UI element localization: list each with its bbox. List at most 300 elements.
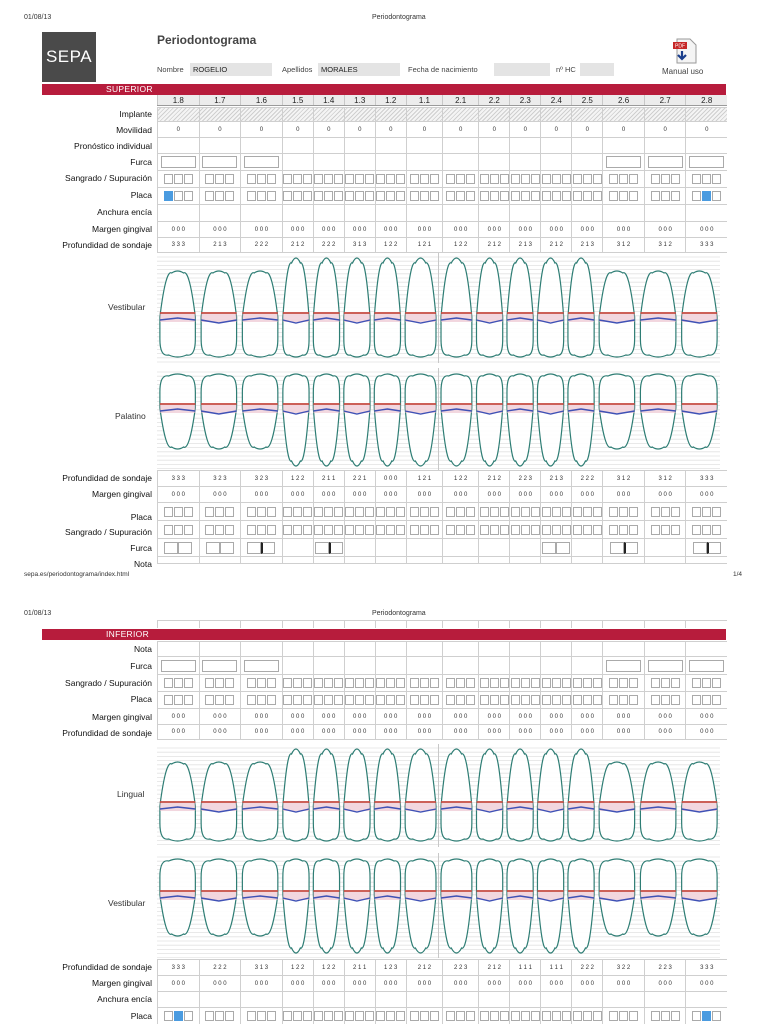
- site-checkbox[interactable]: [671, 1011, 680, 1021]
- site-checkbox[interactable]: [692, 678, 701, 688]
- site-checkbox[interactable]: [446, 1011, 455, 1021]
- furca-pair[interactable]: [206, 542, 234, 554]
- site-checkbox[interactable]: [702, 507, 711, 517]
- site-checkbox[interactable]: [651, 695, 660, 705]
- site-checkbox[interactable]: [562, 174, 571, 184]
- site-checkbox[interactable]: [661, 678, 670, 688]
- cell-row-placa2b-6[interactable]: [375, 1008, 406, 1024]
- site-checkbox[interactable]: [247, 191, 256, 201]
- site-checkbox[interactable]: [334, 174, 343, 184]
- cell-row-prof1b-14[interactable]: [644, 471, 686, 486]
- cell-row-margen2-10[interactable]: [509, 709, 540, 724]
- furca-box[interactable]: [164, 542, 178, 554]
- cell-row-nota2a-13[interactable]: [602, 621, 644, 628]
- cell-row-margen1b-10[interactable]: [509, 487, 540, 502]
- site-checkbox[interactable]: [490, 525, 499, 535]
- site-checkbox[interactable]: [345, 507, 354, 517]
- cell-row-furca2-5[interactable]: [344, 657, 375, 674]
- site-checkbox[interactable]: [396, 191, 405, 201]
- site-checkbox[interactable]: [430, 507, 439, 517]
- site-checkbox[interactable]: [355, 174, 364, 184]
- cell-row-anchura2-11[interactable]: [540, 992, 571, 1007]
- site-checkbox[interactable]: [583, 678, 592, 688]
- cell-row-furca1-12[interactable]: [571, 154, 602, 170]
- site-checkbox[interactable]: [573, 174, 582, 184]
- site-checkbox[interactable]: [303, 1011, 312, 1021]
- site-checkbox[interactable]: [542, 525, 551, 535]
- site-checkbox[interactable]: [500, 1011, 509, 1021]
- cell-row-placa1b-4[interactable]: [313, 503, 344, 520]
- cell-row-margen1b-8[interactable]: [442, 487, 478, 502]
- cell-row-sangrado2-10[interactable]: [509, 675, 540, 691]
- site-checkbox[interactable]: [355, 1011, 364, 1021]
- cell-row-margen2-3[interactable]: [282, 709, 313, 724]
- site-checkbox[interactable]: [702, 678, 711, 688]
- cell-row-nota1-3[interactable]: [282, 557, 313, 563]
- furca-box[interactable]: [247, 542, 261, 554]
- site-checkbox[interactable]: [293, 1011, 302, 1021]
- site-checkbox[interactable]: [257, 678, 266, 688]
- cell-row-margen1-5[interactable]: [344, 222, 375, 237]
- site-checkbox[interactable]: [542, 191, 551, 201]
- site-checkbox[interactable]: [702, 1011, 711, 1021]
- site-checkbox[interactable]: [480, 174, 489, 184]
- site-checkbox[interactable]: [257, 191, 266, 201]
- cell-row-nota2-12[interactable]: [571, 642, 602, 656]
- cell-row-furca2-6[interactable]: [375, 657, 406, 674]
- cell-row-anchura2-5[interactable]: [344, 992, 375, 1007]
- nombre-field[interactable]: ROGELIO: [190, 63, 272, 76]
- site-checkbox[interactable]: [334, 1011, 343, 1021]
- cell-row-furca1b-13[interactable]: [602, 539, 644, 556]
- cell-row-implante-9[interactable]: [478, 108, 509, 121]
- cell-row-nota2a-15[interactable]: [685, 621, 727, 628]
- placa-row-2[interactable]: [157, 691, 727, 708]
- cell-row-pronostico-10[interactable]: [509, 138, 540, 153]
- cell-row-furca1-1[interactable]: [199, 154, 241, 170]
- site-checkbox[interactable]: [324, 507, 333, 517]
- cell-row-placa2b-5[interactable]: [344, 1008, 375, 1024]
- site-checkbox[interactable]: [593, 191, 602, 201]
- cell-row-pronostico-8[interactable]: [442, 138, 478, 153]
- site-checkbox[interactable]: [619, 695, 628, 705]
- cell-row-placa2-13[interactable]: [602, 692, 644, 708]
- cell-row-placa1b-10[interactable]: [509, 503, 540, 520]
- site-checkbox[interactable]: [420, 695, 429, 705]
- site-checkbox[interactable]: [247, 525, 256, 535]
- cell-row-furca1b-9[interactable]: [478, 539, 509, 556]
- cell-row-pronostico-3[interactable]: [282, 138, 313, 153]
- cell-row-prof1b-7[interactable]: [406, 471, 442, 486]
- site-checkbox[interactable]: [542, 678, 551, 688]
- site-checkbox[interactable]: [456, 695, 465, 705]
- site-checkbox[interactable]: [430, 174, 439, 184]
- site-checkbox[interactable]: [420, 507, 429, 517]
- site-checkbox[interactable]: [365, 507, 374, 517]
- cell-row-placa1-2[interactable]: [240, 188, 282, 204]
- cell-row-sangrado2-0[interactable]: [157, 675, 199, 691]
- site-checkbox[interactable]: [456, 678, 465, 688]
- pronostico-row[interactable]: [157, 137, 727, 153]
- cell-row-anchura2-12[interactable]: [571, 992, 602, 1007]
- cell-row-sangrado1-11[interactable]: [540, 171, 571, 187]
- cell-row-furca1b-7[interactable]: [406, 539, 442, 556]
- cell-row-margen2-0[interactable]: [157, 709, 199, 724]
- cell-row-anchura1-4[interactable]: [313, 205, 344, 221]
- cell-row-margen2-14[interactable]: [644, 709, 686, 724]
- site-checkbox[interactable]: [174, 191, 183, 201]
- cell-row-implante-11[interactable]: [540, 108, 571, 121]
- cell-row-margen2-2[interactable]: [240, 709, 282, 724]
- site-checkbox[interactable]: [609, 507, 618, 517]
- site-checkbox[interactable]: [671, 678, 680, 688]
- profundidad-row-2b[interactable]: [157, 959, 727, 975]
- cell-row-furca1-0[interactable]: [157, 154, 199, 170]
- cell-row-prof2-7[interactable]: [406, 725, 442, 739]
- site-checkbox[interactable]: [661, 1011, 670, 1021]
- cell-row-movilidad-2[interactable]: [240, 122, 282, 137]
- cell-row-nota2a-8[interactable]: [442, 621, 478, 628]
- hc-field[interactable]: [580, 63, 614, 76]
- site-checkbox[interactable]: [651, 507, 660, 517]
- site-checkbox[interactable]: [365, 191, 374, 201]
- cell-row-prof1b-1[interactable]: [199, 471, 241, 486]
- cell-row-margen2-7[interactable]: [406, 709, 442, 724]
- cell-row-placa2-15[interactable]: [685, 692, 727, 708]
- site-checkbox[interactable]: [593, 507, 602, 517]
- movilidad-row[interactable]: [157, 121, 727, 137]
- cell-row-anchura1-14[interactable]: [644, 205, 686, 221]
- site-checkbox[interactable]: [314, 525, 323, 535]
- cell-row-prof2b-14[interactable]: [644, 960, 686, 975]
- cell-row-prof1-2[interactable]: [240, 238, 282, 252]
- sangrado-row-bottom[interactable]: [157, 520, 727, 538]
- cell-row-margen1-6[interactable]: [375, 222, 406, 237]
- cell-row-margen1b-12[interactable]: [571, 487, 602, 502]
- cell-row-placa2b-1[interactable]: [199, 1008, 241, 1024]
- site-checkbox[interactable]: [562, 678, 571, 688]
- cell-row-margen2b-9[interactable]: [478, 976, 509, 991]
- cell-row-sangrado2-3[interactable]: [282, 675, 313, 691]
- site-checkbox[interactable]: [542, 695, 551, 705]
- furca-pair[interactable]: [247, 542, 275, 554]
- site-checkbox[interactable]: [500, 507, 509, 517]
- site-checkbox[interactable]: [456, 191, 465, 201]
- site-checkbox[interactable]: [609, 191, 618, 201]
- site-checkbox[interactable]: [410, 174, 419, 184]
- site-checkbox[interactable]: [386, 507, 395, 517]
- site-checkbox[interactable]: [314, 1011, 323, 1021]
- furca-box[interactable]: [606, 156, 641, 168]
- site-checkbox[interactable]: [396, 507, 405, 517]
- site-checkbox[interactable]: [500, 191, 509, 201]
- cell-row-anchura1-8[interactable]: [442, 205, 478, 221]
- cell-row-placa1-14[interactable]: [644, 188, 686, 204]
- furca-box[interactable]: [556, 542, 570, 554]
- site-checkbox[interactable]: [410, 507, 419, 517]
- cell-row-anchura1-3[interactable]: [282, 205, 313, 221]
- site-checkbox[interactable]: [386, 1011, 395, 1021]
- cell-row-furca1-10[interactable]: [509, 154, 540, 170]
- cell-row-margen1b-6[interactable]: [375, 487, 406, 502]
- site-checkbox[interactable]: [267, 678, 276, 688]
- cell-row-furca1b-1[interactable]: [199, 539, 241, 556]
- cell-row-nota2-10[interactable]: [509, 642, 540, 656]
- cell-row-anchura1-0[interactable]: [157, 205, 199, 221]
- cell-row-pronostico-14[interactable]: [644, 138, 686, 153]
- cell-row-nota2a-4[interactable]: [313, 621, 344, 628]
- cell-row-furca1-8[interactable]: [442, 154, 478, 170]
- site-checkbox[interactable]: [511, 525, 520, 535]
- site-checkbox[interactable]: [283, 525, 292, 535]
- cell-row-placa1-8[interactable]: [442, 188, 478, 204]
- implante-row[interactable]: [157, 107, 727, 121]
- cell-row-margen2b-2[interactable]: [240, 976, 282, 991]
- cell-row-prof1-11[interactable]: [540, 238, 571, 252]
- site-checkbox[interactable]: [671, 695, 680, 705]
- cell-row-nota2-8[interactable]: [442, 642, 478, 656]
- site-checkbox[interactable]: [661, 174, 670, 184]
- cell-row-furca1b-10[interactable]: [509, 539, 540, 556]
- site-checkbox[interactable]: [466, 678, 475, 688]
- cell-row-nota1-1[interactable]: [199, 557, 241, 563]
- cell-row-prof1-13[interactable]: [602, 238, 644, 252]
- cell-row-placa2b-2[interactable]: [240, 1008, 282, 1024]
- cell-row-margen2b-8[interactable]: [442, 976, 478, 991]
- site-checkbox[interactable]: [410, 1011, 419, 1021]
- cell-row-placa1b-15[interactable]: [685, 503, 727, 520]
- placa-row-2b[interactable]: [157, 1007, 727, 1024]
- cell-row-sangrado1-0[interactable]: [157, 171, 199, 187]
- cell-row-margen1-2[interactable]: [240, 222, 282, 237]
- cell-row-sangrado2-7[interactable]: [406, 675, 442, 691]
- site-checkbox[interactable]: [324, 174, 333, 184]
- cell-row-margen2-8[interactable]: [442, 709, 478, 724]
- site-checkbox[interactable]: [303, 525, 312, 535]
- site-checkbox[interactable]: [480, 1011, 489, 1021]
- cell-row-sangrado1-13[interactable]: [602, 171, 644, 187]
- cell-row-placa2-5[interactable]: [344, 692, 375, 708]
- cell-row-placa1b-2[interactable]: [240, 503, 282, 520]
- cell-row-placa2b-12[interactable]: [571, 1008, 602, 1024]
- site-checkbox[interactable]: [521, 525, 530, 535]
- site-checkbox[interactable]: [225, 507, 234, 517]
- cell-row-placa1-10[interactable]: [509, 188, 540, 204]
- cell-row-prof2-12[interactable]: [571, 725, 602, 739]
- site-checkbox[interactable]: [303, 191, 312, 201]
- cell-row-anchura2-8[interactable]: [442, 992, 478, 1007]
- cell-row-anchura1-11[interactable]: [540, 205, 571, 221]
- site-checkbox[interactable]: [334, 191, 343, 201]
- cell-row-placa1-1[interactable]: [199, 188, 241, 204]
- cell-row-anchura2-9[interactable]: [478, 992, 509, 1007]
- site-checkbox[interactable]: [205, 191, 214, 201]
- placa-row[interactable]: [157, 187, 727, 204]
- cell-row-placa1b-3[interactable]: [282, 503, 313, 520]
- cell-row-sangrado1b-11[interactable]: [540, 521, 571, 538]
- site-checkbox[interactable]: [334, 507, 343, 517]
- site-checkbox[interactable]: [500, 678, 509, 688]
- cell-row-prof1-1[interactable]: [199, 238, 241, 252]
- cell-row-placa2b-14[interactable]: [644, 1008, 686, 1024]
- cell-row-margen2-6[interactable]: [375, 709, 406, 724]
- cell-row-placa1-15[interactable]: [685, 188, 727, 204]
- cell-row-anchura2-7[interactable]: [406, 992, 442, 1007]
- cell-row-prof2-14[interactable]: [644, 725, 686, 739]
- site-checkbox[interactable]: [542, 174, 551, 184]
- site-checkbox[interactable]: [293, 191, 302, 201]
- site-checkbox[interactable]: [293, 174, 302, 184]
- cell-row-margen2b-6[interactable]: [375, 976, 406, 991]
- cell-row-placa1b-1[interactable]: [199, 503, 241, 520]
- cell-row-prof1b-8[interactable]: [442, 471, 478, 486]
- cell-row-prof2b-9[interactable]: [478, 960, 509, 975]
- cell-row-furca1-5[interactable]: [344, 154, 375, 170]
- site-checkbox[interactable]: [225, 191, 234, 201]
- cell-row-anchura1-13[interactable]: [602, 205, 644, 221]
- site-checkbox[interactable]: [303, 678, 312, 688]
- site-checkbox[interactable]: [609, 678, 618, 688]
- cell-row-furca2-13[interactable]: [602, 657, 644, 674]
- site-checkbox[interactable]: [164, 678, 173, 688]
- cell-row-margen2-5[interactable]: [344, 709, 375, 724]
- site-checkbox[interactable]: [225, 525, 234, 535]
- site-checkbox[interactable]: [334, 695, 343, 705]
- site-checkbox[interactable]: [562, 191, 571, 201]
- furca-box[interactable]: [329, 542, 343, 554]
- cell-row-placa2-11[interactable]: [540, 692, 571, 708]
- site-checkbox[interactable]: [702, 174, 711, 184]
- furca-box[interactable]: [610, 542, 624, 554]
- site-checkbox[interactable]: [609, 525, 618, 535]
- cell-row-anchura1-5[interactable]: [344, 205, 375, 221]
- cell-row-prof2-8[interactable]: [442, 725, 478, 739]
- site-checkbox[interactable]: [521, 678, 530, 688]
- cell-row-furca2-0[interactable]: [157, 657, 199, 674]
- cell-row-sangrado1b-8[interactable]: [442, 521, 478, 538]
- cell-row-placa1-9[interactable]: [478, 188, 509, 204]
- site-checkbox[interactable]: [521, 191, 530, 201]
- furca-box[interactable]: [206, 542, 220, 554]
- site-checkbox[interactable]: [593, 525, 602, 535]
- site-checkbox[interactable]: [345, 695, 354, 705]
- site-checkbox[interactable]: [542, 507, 551, 517]
- cell-row-anchura2-3[interactable]: [282, 992, 313, 1007]
- cell-row-prof2-4[interactable]: [313, 725, 344, 739]
- cell-row-prof2b-13[interactable]: [602, 960, 644, 975]
- cell-row-anchura1-9[interactable]: [478, 205, 509, 221]
- site-checkbox[interactable]: [593, 1011, 602, 1021]
- cell-row-prof2b-6[interactable]: [375, 960, 406, 975]
- site-checkbox[interactable]: [712, 507, 721, 517]
- cell-row-placa2b-4[interactable]: [313, 1008, 344, 1024]
- cell-row-nota2a-3[interactable]: [282, 621, 313, 628]
- site-checkbox[interactable]: [583, 174, 592, 184]
- cell-row-sangrado2-14[interactable]: [644, 675, 686, 691]
- cell-row-movilidad-8[interactable]: [442, 122, 478, 137]
- cell-row-furca2-14[interactable]: [644, 657, 686, 674]
- site-checkbox[interactable]: [164, 525, 173, 535]
- cell-row-sangrado2-1[interactable]: [199, 675, 241, 691]
- site-checkbox[interactable]: [410, 191, 419, 201]
- site-checkbox[interactable]: [267, 695, 276, 705]
- cell-row-margen2b-11[interactable]: [540, 976, 571, 991]
- site-checkbox[interactable]: [490, 695, 499, 705]
- site-checkbox[interactable]: [583, 525, 592, 535]
- cell-row-margen2b-15[interactable]: [685, 976, 727, 991]
- site-checkbox[interactable]: [712, 678, 721, 688]
- site-checkbox[interactable]: [267, 507, 276, 517]
- cell-row-prof1b-6[interactable]: [375, 471, 406, 486]
- site-checkbox[interactable]: [573, 695, 582, 705]
- cell-row-margen1b-11[interactable]: [540, 487, 571, 502]
- cell-row-sangrado1-14[interactable]: [644, 171, 686, 187]
- cell-row-placa1b-0[interactable]: [157, 503, 199, 520]
- cell-row-prof1-6[interactable]: [375, 238, 406, 252]
- cell-row-sangrado1-10[interactable]: [509, 171, 540, 187]
- cell-row-prof2b-5[interactable]: [344, 960, 375, 975]
- cell-row-implante-0[interactable]: [157, 108, 199, 121]
- site-checkbox[interactable]: [583, 695, 592, 705]
- furca-box[interactable]: [161, 660, 196, 672]
- cell-row-margen2b-4[interactable]: [313, 976, 344, 991]
- site-checkbox[interactable]: [480, 507, 489, 517]
- cell-row-anchura2-2[interactable]: [240, 992, 282, 1007]
- cell-row-furca2-12[interactable]: [571, 657, 602, 674]
- site-checkbox[interactable]: [314, 191, 323, 201]
- site-checkbox[interactable]: [552, 1011, 561, 1021]
- cell-row-sangrado2-11[interactable]: [540, 675, 571, 691]
- cell-row-sangrado1-7[interactable]: [406, 171, 442, 187]
- cell-row-pronostico-4[interactable]: [313, 138, 344, 153]
- cell-row-prof2-5[interactable]: [344, 725, 375, 739]
- cell-row-furca2-8[interactable]: [442, 657, 478, 674]
- cell-row-movilidad-1[interactable]: [199, 122, 241, 137]
- site-checkbox[interactable]: [480, 678, 489, 688]
- cell-row-margen1b-13[interactable]: [602, 487, 644, 502]
- cell-row-furca2-9[interactable]: [478, 657, 509, 674]
- sangrado-row[interactable]: [157, 170, 727, 187]
- site-checkbox[interactable]: [552, 174, 561, 184]
- site-checkbox[interactable]: [205, 507, 214, 517]
- site-checkbox[interactable]: [205, 1011, 214, 1021]
- site-checkbox[interactable]: [164, 507, 173, 517]
- cell-row-margen2-1[interactable]: [199, 709, 241, 724]
- cell-row-movilidad-10[interactable]: [509, 122, 540, 137]
- furca-box[interactable]: [624, 542, 638, 554]
- cell-row-nota2-4[interactable]: [313, 642, 344, 656]
- margen-row-2[interactable]: [157, 708, 727, 724]
- site-checkbox[interactable]: [376, 695, 385, 705]
- apellidos-field[interactable]: MORALES: [318, 63, 400, 76]
- site-checkbox[interactable]: [420, 191, 429, 201]
- cell-row-placa1-3[interactable]: [282, 188, 313, 204]
- site-checkbox[interactable]: [365, 695, 374, 705]
- site-checkbox[interactable]: [692, 525, 701, 535]
- cell-row-furca1b-2[interactable]: [240, 539, 282, 556]
- site-checkbox[interactable]: [671, 507, 680, 517]
- cell-row-prof2-0[interactable]: [157, 725, 199, 739]
- cell-row-furca1-2[interactable]: [240, 154, 282, 170]
- cell-row-prof2b-12[interactable]: [571, 960, 602, 975]
- cell-row-sangrado1b-4[interactable]: [313, 521, 344, 538]
- site-checkbox[interactable]: [466, 525, 475, 535]
- site-checkbox[interactable]: [267, 191, 276, 201]
- cell-row-sangrado1b-12[interactable]: [571, 521, 602, 538]
- cell-row-sangrado1-9[interactable]: [478, 171, 509, 187]
- site-checkbox[interactable]: [283, 1011, 292, 1021]
- cell-row-implante-13[interactable]: [602, 108, 644, 121]
